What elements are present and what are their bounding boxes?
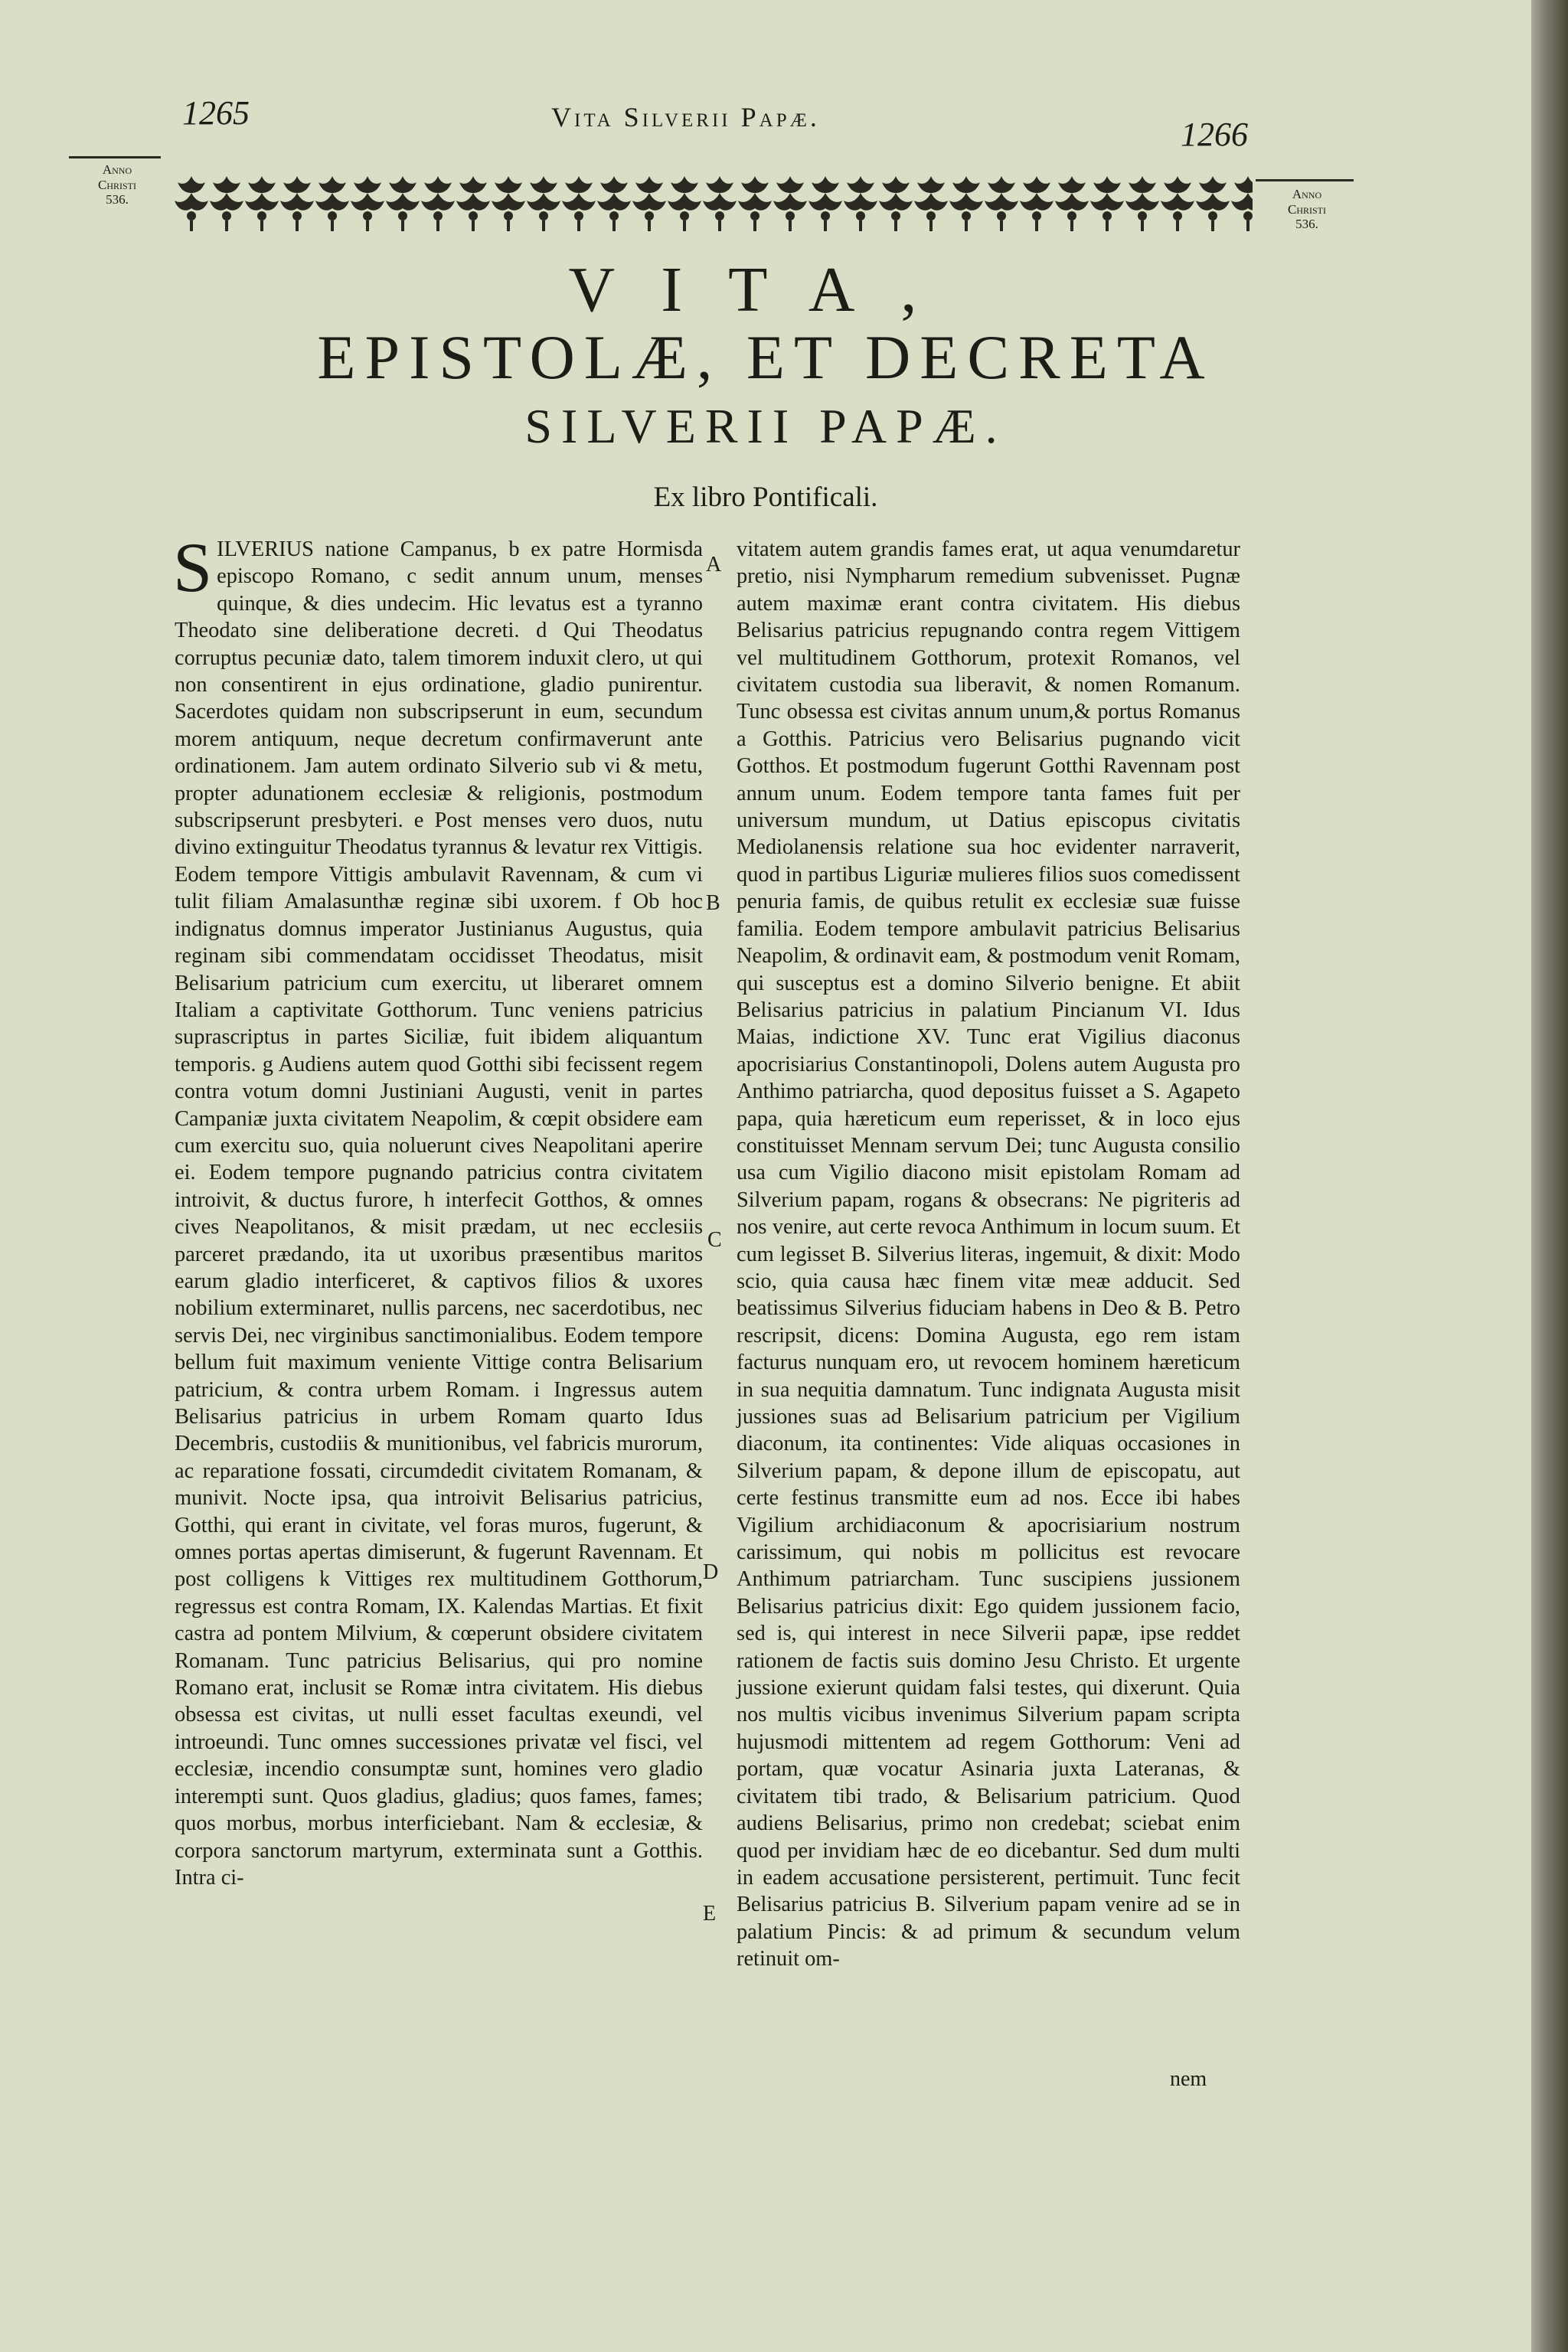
anno-right-rule [1256,179,1354,181]
anno-left [75,162,159,207]
margin-letter-c: C [707,1228,722,1252]
right-text-column [737,536,1240,1973]
margin-letter-d: D [703,1560,719,1584]
left-page-number: 1265 [182,94,250,132]
anno-right-year: 536. [1295,217,1318,232]
title-vita: VITA, [568,254,963,325]
anno-right-christi: Christi [1287,201,1326,217]
catchword: nem [1170,2067,1207,2091]
title-silverii-papae: SILVERII PAPÆ. [524,399,1007,453]
drop-cap: S [173,528,213,606]
left-column-text: ILVERIUS natione Campanus, b ex patre Hormisda episcopo Romano, c sedit annum unum, menses quinque, & dies undecim. Hic levatus est a tyranno Theodato sine deliberatione decreti. d Qui Theodatus corruptus pecuniæ dato, talem timorem induxit clero, ut qui non consentirent in ejus ordinatione, gladio punirentur. Sacerdotes quidam non subscripserunt in eum, secundum morem antiquum, neque decretum confirmaverunt ante ordinationem. Jam autem ordinato Silverio sub vi & metu, propter adunationem ecclesiæ & religionis, postmodum subscripserunt presbyteri. e Post menses vero duos, nutu divino extinguitur Theodatus tyrannus & levatur rex Vittigis. Eodem tempore Vittigis ambulavit Ravennam, & cum vi tulit filiam Amalasunthæ reginæ sibi uxorem. f Ob hoc indignatus domnus imperator Justinianus Augustus, quia reginam sibi commendatam occidisset Theodatus, misit Belisarium patricium cum exercitu, ut liberaret omnem Italiam a captivitate Gotthorum. Tunc veniens patricius suprascriptus in partes Siciliæ, fuit ibidem aliquantum temporis. g Audiens autem quod Gotthi sibi fecissent regem contra votum domni Justiniani Augusti, venit in partes Campaniæ juxta civitatem Neapolim, & cœpit obsidere eam cum exercitu suo, quia noluerunt cives Neapolitani aperire ei. Eodem tempore pugnando patricius contra civitatem introivit, & ductus furore, h interfecit Gotthos, & omnes cives Neapolitanos, & misit prædam, ut nec ecclesiis parceret prædando, ita ut uxoribus præsentibus maritos earum gladio interficeret, & captivos filios & uxores nobilium exterminaret, nullis parcens, nec sacerdotibus, nec servis Dei, nec virginibus sanctimonialibus. Eodem tempore bellum fuit maximum veniente Vittige contra Belisarium patricium, & contra urbem Romam. i Ingressus autem Belisarius patricius in urbem Romam quarto Idus Decembris, custodiis & munitionibus, vel fabricis murorum, ac reparatione fossati, circumdedit civitatem Romanam, & munivit. Nocte ipsa, qua introivit Belisarius patricius, Gotthi, qui erant in civitate, vel foras muros, fugerunt, & omnes portas apertas dimiserunt, & fugerunt Ravennam. Et post colligens k Vittiges rex multitudinem Gotthorum, regressus est contra Romam, IX. Kalendas Martias. Et fixit castra ad pontem Milvium, & cœperunt obsidere civitatem Romanam. Tunc patricius Belisarius, qui pro nomine Romano erat, inclusit se Romæ intra civitatem. His diebus obsessa est civitas, ut nulli esset facultas exeundi, vel introeundi. Tunc omnes successiones privatæ vel fisci, vel ecclesiæ, incendio consumptæ sunt, homines vero gladio interempti sunt. Quos gladius, gladius; quos fames, fames; quos morbus, morbus interficiebant. Nam & ecclesiæ, & corpora sanctorum martyrum, exterminata sunt a Gotthis. Intra ci- [175,537,703,1890]
title-epistolae-et-decreta: EPISTOLÆ, ET DECRETA [317,322,1214,392]
margin-letter-e: E [703,1902,717,1926]
anno-right [1265,187,1349,232]
margin-letter-a: A [706,553,722,577]
anno-right-word: Anno [1292,187,1322,201]
anno-left-year: 536. [106,192,129,207]
anno-left-christi: Christi [97,177,136,192]
anno-left-rule [69,156,161,158]
source-line: Ex libro Pontificali. [653,482,878,513]
left-text-column [173,528,703,1891]
anno-left-word: Anno [102,162,132,177]
right-page-number: 1266 [1181,116,1248,153]
margin-letter-b: B [706,891,720,915]
book-edge [1531,0,1568,2352]
fleuron-ornament-band [175,170,1253,239]
right-column-text: vitatem autem grandis fames erat, ut aqua venumdaretur pretio, nisi Nympharum remedium subvenisset. Pugnæ autem maximæ erant contra civitatem. His diebus Belisarius patricius repugnando contra regem Vittigem vel multitudinem Gotthorum, protexit Romanos, vel civitatem custodia sua liberavit, & nomen Romanum. Tunc obsessa est civitas annum unum,& portus Romanus a Gotthis. Patricius vero Belisarius pugnando vicit Gotthos. Et postmodum fugerunt Gotthi Ravennam post annum unum. Eodem tempore tanta fames fuit per universum mundum, ut Datius episcopus civitatis Mediolanensis relatione sua hoc evidenter narraverit, quod in partibus Liguriæ mulieres filios suos comedissent penuria famis, de quibus retulit ex ecclesiæ suæ fuisse familia. Eodem tempore ambulavit patricius Belisarius Neapolim, & ordinavit eam, & postmodum venit Romam, qui susceptus est a domino Silverio benigne. Et abiit Belisarius patricius in palatium Pincianum VI. Idus Maias, indictione XV. Tunc erat Vigilius diaconus apocrisiarius Constantinopoli, Dolens autem Augusta pro Anthimo patriarcha, quod depositus fuisset a S. Agapeto papa, quia hæreticum eum reperisset, & in loco ejus constituisset Mennam servum Dei; tunc Augusta consilio usa cum Vigilio diacono misit epistolam Romam ad Silverium papam, rogans & obsecrans: Ne pigriteris ad nos venire, aut certe revoca Anthimum in locum suum. Et cum legisset B. Silverius literas, ingemuit, & dixit: Modo scio, quia causa hæc finem vitæ meæ adducit. Sed beatissimus Silverius fiduciam habens in Deo & B. Petro rescripsit, dicens: Domina Augusta, ego rem istam facturus nunquam ero, ut revocem hominem hæreticum in sua nequitia damnatum. Tunc indignata Augusta misit jussiones suas ad Belisarium patricium per Vigilium diaconum, ita continentes: Vide aliquas occasiones in Silverium papam, & depone illum de episcopatu, aut certe festinus transmitte eum ad nos. Ecce ibi habes Vigilium archidiaconum & apocrisiarium nostrum carissimum, qui nobis m pollicitus est revocare Anthimum patriarcham. Tunc suscipiens jussionem Belisarius patricius dixit: Ego quidem jussionem facio, sed is, qui interest in nece Silverii papæ, ipse reddet rationem de factis suis domino Jesu Christo. Et urgente jussione exierunt quidam falsi testes, qui dixerunt. Quia nos multis vicibus invenimus Silverium papam scripta hujusmodi mittentem ad regem Gotthorum: Veni ad portam, quæ vocatur Asinaria juxta Lateranas, & civitatem tibi trado, & Belisarium patricium. Quod audiens Belisarius, primo non credebat; sciebat enim quod per invidiam hæc de eo dicebantur. Sed dum multi in eadem accusatione persisterent, pertimuit. Tunc fecit Belisarius patricius B. Silverium papam venire ad se in palatium Pincis: & ad primum & secundum velum retinuit om- [737,537,1240,1971]
running-head: Vita Silverii Papæ. [551,102,820,132]
